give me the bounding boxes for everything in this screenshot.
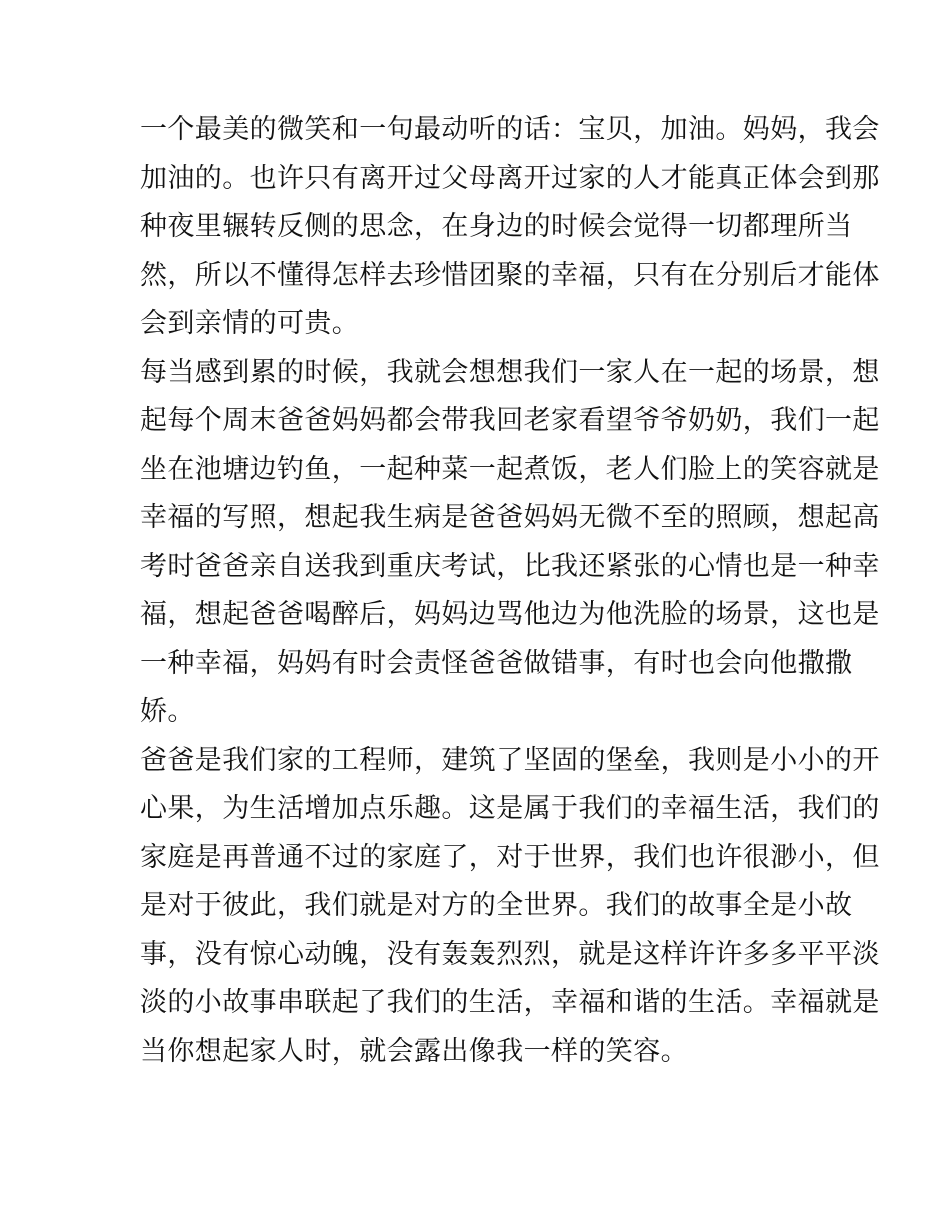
text-line: 起每个周末爸爸妈妈都会带我回老家看望爷爷奶奶，我们一起 xyxy=(140,405,880,436)
text-line: 爸爸是我们家的工程师，建筑了坚固的堡垒，我则是小小的开 xyxy=(140,744,880,776)
text-line: 种夜里辗转反侧的思念，在身边的时候会觉得一切都理所当 xyxy=(140,211,853,242)
text-line: 当你想起家人时，就会露出像我一样的笑容。 xyxy=(140,1035,688,1067)
text-line: 心果，为生活增加点乐趣。这是属于我们的幸福生活，我们的 xyxy=(140,793,880,824)
text-line: 一种幸福，妈妈有时会责怪爸爸做错事，有时也会向他撒撒 xyxy=(140,647,853,679)
text-line: 会到亲情的可贵。 xyxy=(140,308,360,339)
text-line: 加油的。也许只有离开过父母离开过家的人才能真正体会到那 xyxy=(140,162,880,194)
text-line: 每当感到累的时候，我就会想想我们一家人在一起的场景，想 xyxy=(140,356,880,388)
text-line: 一个最美的微笑和一句最动听的话：宝贝，加油。妈妈，我会 xyxy=(140,114,880,145)
text-line: 家庭是再普通不过的家庭了，对于世界，我们也许很渺小，但 xyxy=(140,841,880,873)
text-line: 考时爸爸亲自送我到重庆考试，比我还紧张的心情也是一种幸 xyxy=(140,550,880,582)
text-line: 幸福的写照，想起我生病是爸爸妈妈无微不至的照顾，想起高 xyxy=(140,502,880,533)
text-line: 坐在池塘边钓鱼，一起种菜一起煮饭，老人们脸上的笑容就是 xyxy=(140,453,880,485)
text-line: 福，想起爸爸喝醉后，妈妈边骂他边为他洗脸的场景，这也是 xyxy=(140,599,880,630)
text-line: 事，没有惊心动魄，没有轰轰烈烈，就是这样许许多多平平淡 xyxy=(140,938,880,970)
document-body xyxy=(140,106,880,1076)
text-line: 是对于彼此，我们就是对方的全世界。我们的故事全是小故 xyxy=(140,890,853,921)
text-line: 然，所以不懂得怎样去珍惜团聚的幸福，只有在分别后才能体 xyxy=(140,259,880,291)
text-line: 淡的小故事串联起了我们的生活，幸福和谐的生活。幸福就是 xyxy=(140,987,880,1018)
text-line: 娇。 xyxy=(140,696,195,727)
